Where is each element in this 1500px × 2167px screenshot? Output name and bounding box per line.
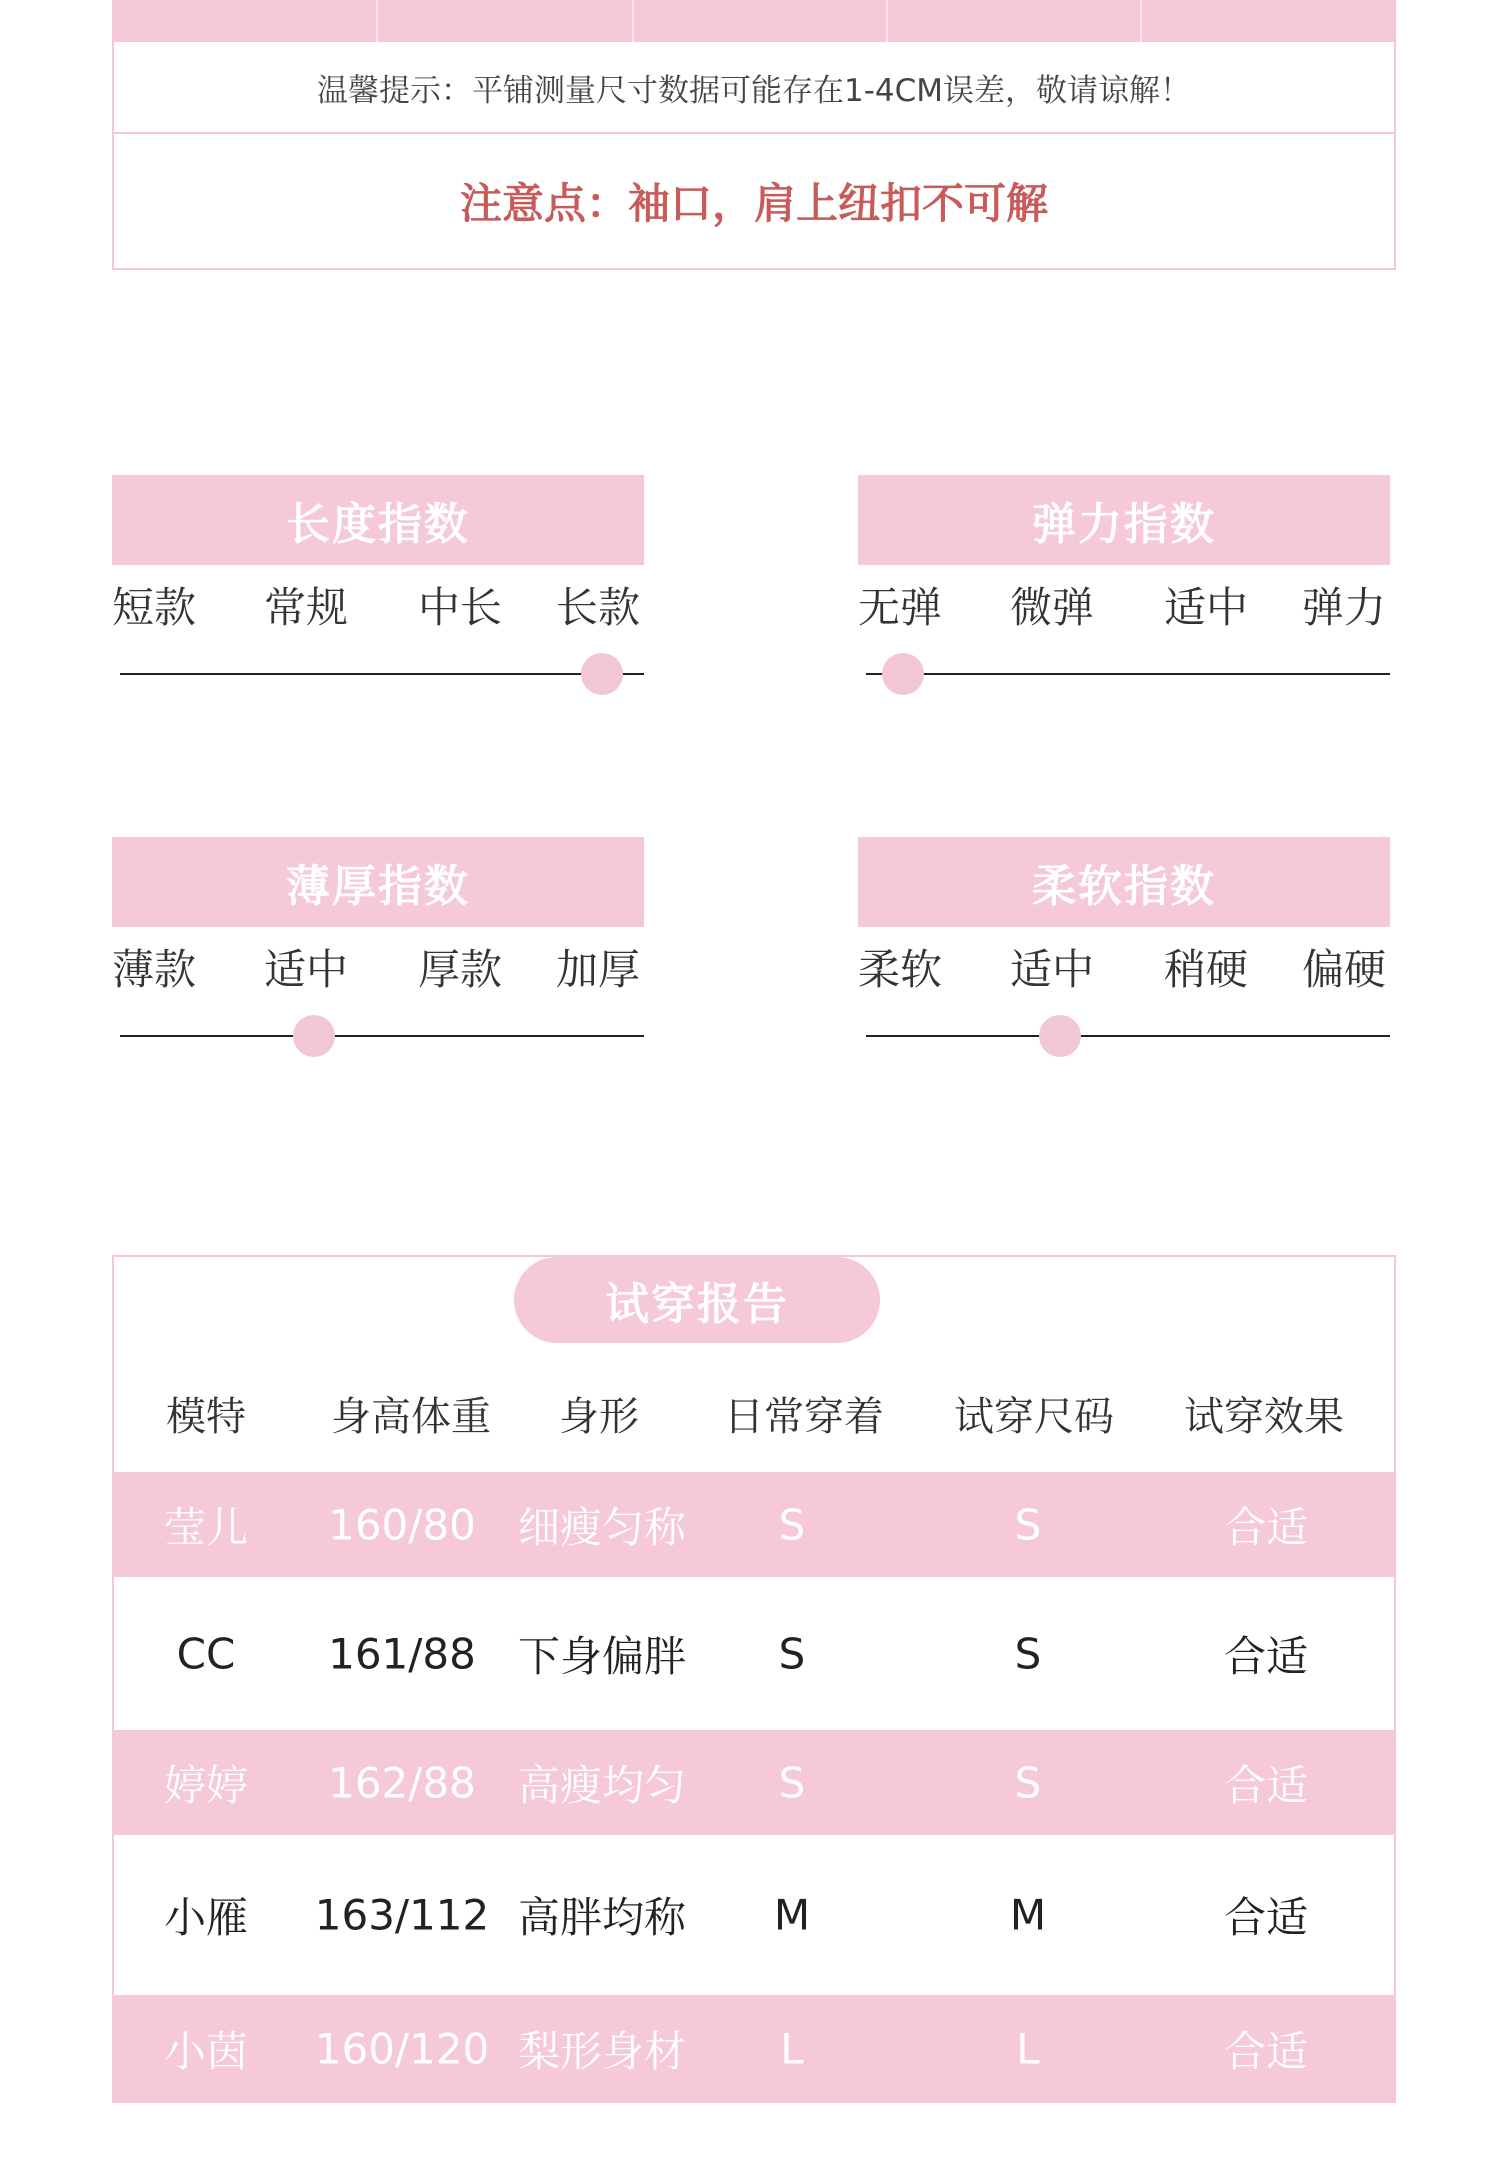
try-size: M — [1009, 1890, 1047, 1940]
body-shape: 高胖均称 — [517, 1893, 687, 1942]
length-option: 常规 — [264, 583, 349, 632]
daily-size: S — [778, 1500, 806, 1549]
height-weight: 161/88 — [328, 1629, 476, 1678]
softness-option: 柔软 — [858, 945, 943, 994]
softness-level-marker — [1039, 1015, 1081, 1057]
height-weight: 162/88 — [328, 1758, 476, 1807]
length-index-panel — [112, 475, 644, 675]
thickness-option: 加厚 — [556, 945, 641, 994]
softness-index-title: 柔软指数 — [858, 837, 1390, 927]
column-divider — [632, 0, 634, 42]
header-model: 模特 — [166, 1394, 246, 1440]
table-row — [112, 1730, 1396, 1835]
try-size: S — [1014, 1758, 1042, 1807]
model-name: 莹儿 — [163, 1502, 249, 1552]
elasticity-option: 无弹 — [858, 583, 943, 632]
thickness-option: 厚款 — [418, 945, 503, 994]
header-body-shape: 身形 — [559, 1394, 639, 1440]
softness-option: 偏硬 — [1302, 945, 1387, 994]
column-divider — [886, 0, 888, 42]
report-title: 试穿报告 — [514, 1257, 880, 1343]
thickness-index-title: 薄厚指数 — [112, 837, 644, 927]
fit-result: 合适 — [1223, 2027, 1309, 2076]
elasticity-scale-line — [866, 673, 1390, 675]
fit-result: 合适 — [1223, 1760, 1309, 1810]
table-row — [112, 1835, 1396, 1995]
model-name: 小茵 — [163, 2027, 249, 2076]
model-name: 小雁 — [163, 1893, 249, 1942]
elasticity-index-title: 弹力指数 — [858, 475, 1390, 565]
thickness-level-marker — [293, 1015, 335, 1057]
length-option: 长款 — [556, 583, 641, 632]
header-daily-size: 日常穿着 — [724, 1394, 884, 1440]
elasticity-option: 微弹 — [1010, 583, 1095, 632]
thickness-option: 适中 — [264, 945, 349, 994]
column-divider — [1140, 0, 1142, 42]
header-height-weight: 身高体重 — [331, 1394, 491, 1440]
table-row — [112, 1472, 1396, 1577]
fit-result: 合适 — [1223, 1893, 1309, 1942]
softness-option: 适中 — [1010, 945, 1095, 994]
try-size: L — [1016, 2024, 1040, 2074]
height-weight: 160/80 — [328, 1500, 476, 1549]
header-try-size: 试穿尺码 — [954, 1394, 1114, 1440]
measurement-tip: 温馨提示：平铺测量尺寸数据可能存在1-4CM误差，敬请谅解！ — [114, 42, 1394, 134]
header-fit-result: 试穿效果 — [1184, 1394, 1344, 1440]
length-option: 短款 — [112, 583, 197, 632]
length-index-title: 长度指数 — [112, 475, 644, 565]
elasticity-index-panel — [858, 475, 1390, 675]
daily-size: S — [778, 1629, 806, 1678]
thickness-scale-line — [120, 1035, 644, 1037]
body-shape: 高瘦均匀 — [517, 1760, 687, 1810]
fit-result: 合适 — [1223, 1631, 1309, 1681]
thickness-index-panel — [112, 837, 644, 1037]
try-on-report — [112, 1255, 1396, 2103]
thickness-option: 薄款 — [112, 945, 197, 994]
length-scale-line — [120, 673, 644, 675]
length-level-marker — [581, 653, 623, 695]
try-size: S — [1014, 1629, 1042, 1678]
body-shape: 梨形身材 — [517, 2027, 687, 2076]
table-row — [112, 1577, 1396, 1730]
elasticity-option: 弹力 — [1302, 583, 1387, 632]
fit-result: 合适 — [1223, 1502, 1309, 1552]
daily-size: L — [780, 2024, 804, 2074]
softness-option: 稍硬 — [1164, 945, 1249, 994]
table-row — [112, 1995, 1396, 2103]
elasticity-option: 适中 — [1164, 583, 1249, 632]
care-note: 注意点：袖口，肩上纽扣不可解 — [459, 179, 1048, 228]
height-weight: 160/120 — [314, 2024, 490, 2074]
softness-index-panel — [858, 837, 1390, 1037]
size-table — [112, 0, 1396, 270]
softness-scale-line — [866, 1035, 1390, 1037]
length-option: 中长 — [418, 583, 503, 632]
body-shape: 细瘦匀称 — [517, 1502, 687, 1552]
daily-size: S — [778, 1758, 806, 1807]
elasticity-level-marker — [882, 653, 924, 695]
height-weight: 163/112 — [314, 1890, 490, 1940]
model-name: CC — [176, 1629, 236, 1678]
size-table-bottom-row — [114, 0, 1394, 42]
column-divider — [376, 0, 378, 42]
daily-size: M — [773, 1890, 811, 1940]
model-name: 婷婷 — [163, 1760, 249, 1810]
try-size: S — [1014, 1500, 1042, 1549]
body-shape: 下身偏胖 — [517, 1631, 687, 1681]
